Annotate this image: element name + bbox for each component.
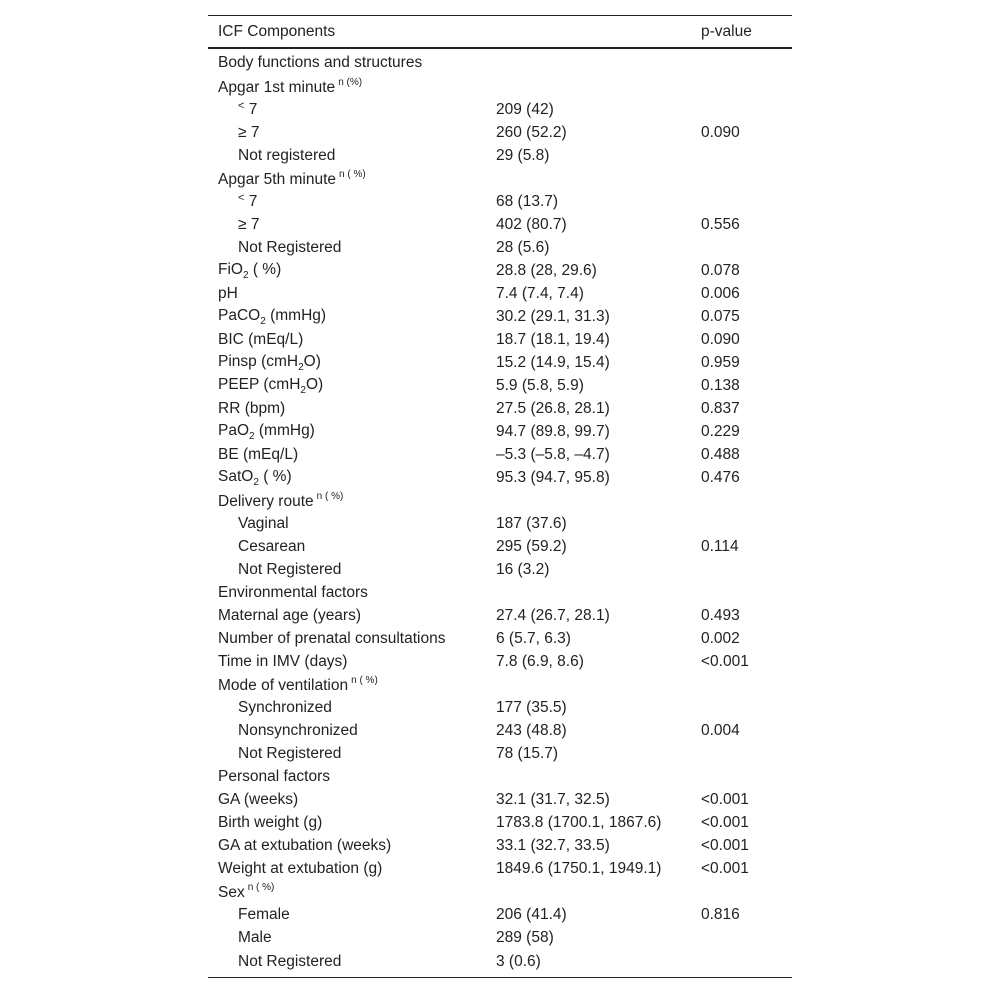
table-row: [208, 604, 792, 627]
row-p-value: [699, 581, 792, 604]
table-row: [208, 719, 792, 742]
row-p-value: <0.001: [701, 813, 749, 831]
row-value: [486, 489, 699, 512]
row-label-text: GA at extubation (weeks): [218, 836, 392, 854]
row-label: [208, 489, 486, 512]
row-label-text: pH: [218, 284, 238, 302]
row-p-value: [699, 98, 792, 121]
row-label-text: Not registered: [238, 146, 336, 164]
row-p-value: [699, 696, 792, 719]
row-label-text: Personal factors: [218, 767, 330, 785]
table-row: [208, 765, 792, 788]
row-label-unit: (mmHg): [254, 421, 315, 439]
table-row: [208, 535, 792, 558]
table-row: [208, 903, 792, 926]
table-row: [208, 75, 792, 98]
row-label-text: Weight at extubation (g): [218, 859, 383, 877]
row-p-value: [699, 673, 792, 696]
row-p-value: 0.816: [701, 905, 740, 923]
row-value: 78 (15.7): [496, 744, 559, 762]
row-p-value: [699, 742, 792, 765]
row-p-value: 0.090: [701, 330, 740, 348]
row-value: 177 (35.5): [496, 698, 567, 716]
row-value: 187 (37.6): [496, 514, 567, 532]
row-value: 209 (42): [496, 100, 554, 118]
row-label-text: PEEP (cmH: [218, 375, 301, 393]
row-label-text: ≥ 7: [238, 215, 260, 233]
row-value: [486, 48, 699, 75]
row-label: [208, 144, 486, 167]
table-row: [208, 190, 792, 213]
table-row: [208, 880, 792, 903]
row-label-text: Vaginal: [238, 514, 289, 532]
table-row: [208, 834, 792, 857]
table-row: [208, 98, 792, 121]
row-value: 5.9 (5.8, 5.9): [496, 376, 584, 394]
row-value: 29 (5.8): [496, 146, 550, 164]
row-p-value: [699, 190, 792, 213]
row-p-value: <0.001: [701, 652, 749, 670]
row-value: 18.7 (18.1, 19.4): [496, 330, 610, 348]
table-row: [208, 512, 792, 535]
row-p-value: 0.138: [701, 376, 740, 394]
row-label: [208, 98, 486, 121]
row-label-text: Synchronized: [238, 698, 332, 716]
row-p-value: [699, 558, 792, 581]
row-value: [486, 673, 699, 696]
row-value: 7.4 (7.4, 7.4): [496, 284, 584, 302]
row-label-text: Not Registered: [238, 744, 342, 762]
row-label: [208, 650, 486, 673]
row-p-value: 0.004: [701, 721, 740, 739]
row-label-text: Not Registered: [238, 953, 342, 970]
row-label-text: Pinsp (cmH: [218, 352, 299, 370]
table-row: [208, 328, 792, 351]
row-value: 295 (59.2): [496, 537, 567, 555]
row-p-value: 0.476: [701, 468, 740, 486]
row-value: 27.4 (26.7, 28.1): [496, 606, 610, 624]
table-row: [208, 420, 792, 443]
row-value: 95.3 (94.7, 95.8): [496, 468, 610, 486]
row-value: 1849.6 (1750.1, 1949.1): [496, 859, 662, 877]
row-p-value: 0.078: [701, 261, 740, 279]
table-row: [208, 558, 792, 581]
row-label: [208, 627, 486, 650]
row-label-subscript: 2: [298, 361, 304, 373]
table-row: [208, 259, 792, 282]
row-label-text: PaCO: [218, 306, 261, 324]
row-label: [208, 167, 486, 190]
row-label-text: Sex: [218, 883, 245, 901]
row-label: [208, 742, 486, 765]
row-label: [208, 949, 486, 978]
row-p-value: [699, 75, 792, 98]
row-label: [208, 213, 486, 236]
row-label-unit: ( %): [248, 260, 282, 278]
table-row: [208, 696, 792, 719]
header-values: [486, 16, 699, 49]
row-label-text: BE (mEq/L): [218, 445, 299, 463]
row-value: 32.1 (31.7, 32.5): [496, 790, 610, 808]
table-row: [208, 144, 792, 167]
row-value: 206 (41.4): [496, 905, 567, 923]
row-label-superscript: n ( %): [247, 881, 275, 893]
row-label: [208, 305, 486, 328]
row-label: [208, 903, 486, 926]
row-p-value: 0.556: [701, 215, 740, 233]
row-label: [208, 190, 486, 213]
table-row: [208, 673, 792, 696]
row-label-text: Apgar 1st minute: [218, 78, 336, 96]
row-value: 94.7 (89.8, 99.7): [496, 422, 610, 440]
row-p-value: [699, 926, 792, 949]
table-row: [208, 236, 792, 259]
row-label: [208, 466, 486, 489]
row-label-unit: O): [303, 352, 321, 370]
row-label-text: PaO: [218, 421, 250, 439]
row-label-text: Male: [238, 928, 272, 946]
row-label-text: Maternal age (years): [218, 606, 362, 624]
table-row: [208, 466, 792, 489]
table-row: [208, 397, 792, 420]
row-value: 68 (13.7): [496, 192, 559, 210]
row-p-value: 0.090: [701, 123, 740, 141]
row-label: [208, 121, 486, 144]
row-p-value: 0.493: [701, 606, 740, 624]
row-value: 30.2 (29.1, 31.3): [496, 307, 610, 325]
row-label-text: Nonsynchronized: [238, 721, 358, 739]
row-label-text: Body functions and structures: [218, 54, 423, 71]
row-p-value: [699, 880, 792, 903]
row-label: [208, 420, 486, 443]
row-label-text: 7: [248, 101, 258, 118]
row-value: 260 (52.2): [496, 123, 567, 141]
row-label: [208, 834, 486, 857]
row-label-superscript: n ( %): [339, 168, 366, 180]
table-row: [208, 742, 792, 765]
table-row: [208, 48, 792, 75]
row-label-text: Birth weight (g): [218, 813, 323, 831]
row-label-text: Cesarean: [238, 537, 306, 555]
table-row: [208, 627, 792, 650]
table-header: [208, 16, 792, 49]
row-label: [208, 48, 486, 75]
row-p-value: [699, 48, 792, 75]
row-label-subscript: 2: [242, 269, 249, 281]
row-value: 6 (5.7, 6.3): [496, 629, 571, 647]
row-label-text: Female: [238, 905, 290, 923]
row-value: [486, 765, 699, 788]
row-p-value: [699, 489, 792, 512]
table-row: [208, 811, 792, 834]
row-label: [208, 880, 486, 903]
row-label: [208, 75, 486, 98]
row-label-text: Time in IMV (days): [218, 652, 348, 670]
row-label-text: GA (weeks): [218, 790, 299, 808]
row-value: 1783.8 (1700.1, 1867.6): [496, 813, 662, 831]
row-p-value: 0.229: [701, 422, 740, 440]
row-label: [208, 765, 486, 788]
table-row: [208, 489, 792, 512]
row-label: [208, 581, 486, 604]
icf-components-table: [208, 15, 792, 978]
row-value: 28.8 (28, 29.6): [496, 261, 597, 279]
row-value: 28 (5.6): [496, 238, 550, 256]
row-value: [486, 581, 699, 604]
row-value: 27.5 (26.8, 28.1): [496, 399, 610, 417]
row-value: [486, 75, 699, 98]
row-p-value: <0.001: [701, 859, 749, 877]
row-label: [208, 857, 486, 880]
row-p-value: 0.006: [701, 284, 740, 302]
table-body: [208, 48, 792, 978]
row-label: [208, 719, 486, 742]
row-p-value: 0.488: [701, 445, 740, 463]
row-label-text: 7: [248, 193, 258, 210]
row-label: [208, 604, 486, 627]
header-icf-components: ICF Components: [218, 22, 336, 40]
row-label-text: RR (bpm): [218, 399, 286, 417]
row-label-unit: O): [305, 375, 324, 393]
row-label-text: Mode of ventilation: [218, 676, 349, 694]
table-row: [208, 926, 792, 949]
table-row: [208, 857, 792, 880]
row-label-unit: (mmHg): [265, 306, 327, 324]
row-label-text: Apgar 5th minute: [218, 170, 337, 188]
row-label: [208, 811, 486, 834]
table-row: [208, 788, 792, 811]
row-label-text: ≥ 7: [238, 123, 260, 141]
row-label: [208, 328, 486, 351]
table-row: [208, 650, 792, 673]
table-row: [208, 443, 792, 466]
row-label-subscript: 2: [249, 430, 255, 442]
row-label: [208, 673, 486, 696]
table-row: [208, 949, 792, 978]
row-label-text: Not Registered: [238, 560, 342, 578]
row-label: [208, 558, 486, 581]
row-label-text: BIC (mEq/L): [218, 330, 304, 348]
less-than-sign: <: [238, 192, 245, 204]
row-label-unit: ( %): [258, 467, 292, 485]
row-value: 402 (80.7): [496, 215, 567, 233]
row-label: [208, 512, 486, 535]
row-label-text: FiO: [218, 260, 243, 278]
table-row: [208, 282, 792, 305]
row-label-subscript: 2: [260, 315, 266, 327]
row-label: [208, 696, 486, 719]
table-row: [208, 351, 792, 374]
table-row: [208, 374, 792, 397]
row-label: [208, 282, 486, 305]
row-p-value: [699, 512, 792, 535]
header-p-value: p-value: [701, 22, 752, 40]
row-label: [208, 535, 486, 558]
table-row: [208, 121, 792, 144]
table-row: [208, 213, 792, 236]
row-value: 15.2 (14.9, 15.4): [496, 353, 610, 371]
row-p-value: [699, 167, 792, 190]
row-label-subscript: 2: [300, 384, 306, 396]
row-label: [208, 788, 486, 811]
row-value: 7.8 (6.9, 8.6): [496, 652, 584, 670]
row-label: [208, 259, 486, 282]
table-row: [208, 305, 792, 328]
row-label-superscript: n ( %): [316, 490, 344, 502]
row-label-text: SatO: [218, 467, 254, 485]
row-p-value: [699, 144, 792, 167]
row-label: [208, 926, 486, 949]
row-p-value: <0.001: [701, 836, 749, 854]
less-than-sign: <: [238, 100, 245, 112]
row-label-superscript: n (%): [338, 76, 363, 88]
row-label-text: Delivery route: [218, 492, 314, 510]
table-row: [208, 167, 792, 190]
row-label: [208, 236, 486, 259]
row-value: 243 (48.8): [496, 721, 567, 739]
row-label-text: Number of prenatal consultations: [218, 629, 446, 647]
row-label: [208, 397, 486, 420]
row-p-value: 0.114: [701, 537, 739, 555]
row-label: [208, 351, 486, 374]
row-label-subscript: 2: [253, 476, 259, 488]
icf-table-container: [208, 15, 792, 978]
table-row: [208, 581, 792, 604]
row-p-value: 0.959: [701, 353, 740, 371]
row-value: 3 (0.6): [496, 953, 541, 970]
row-label-superscript: n ( %): [351, 674, 378, 686]
row-p-value: <0.001: [701, 790, 749, 808]
row-value: 289 (58): [496, 928, 554, 946]
row-p-value: 0.002: [701, 629, 740, 647]
row-value: [486, 167, 699, 190]
row-value: 16 (3.2): [496, 560, 550, 578]
row-label-text: Not Registered: [238, 238, 342, 256]
row-p-value: [699, 236, 792, 259]
row-p-value: [699, 949, 792, 978]
row-value: –5.3 (–5.8, –4.7): [496, 445, 610, 463]
row-p-value: [699, 765, 792, 788]
row-label-text: Environmental factors: [218, 583, 368, 601]
row-p-value: 0.837: [701, 399, 740, 417]
row-label: [208, 374, 486, 397]
header-row: [208, 16, 792, 49]
row-value: [486, 880, 699, 903]
row-label: [208, 443, 486, 466]
row-value: 33.1 (32.7, 33.5): [496, 836, 610, 854]
row-p-value: 0.075: [701, 307, 740, 325]
